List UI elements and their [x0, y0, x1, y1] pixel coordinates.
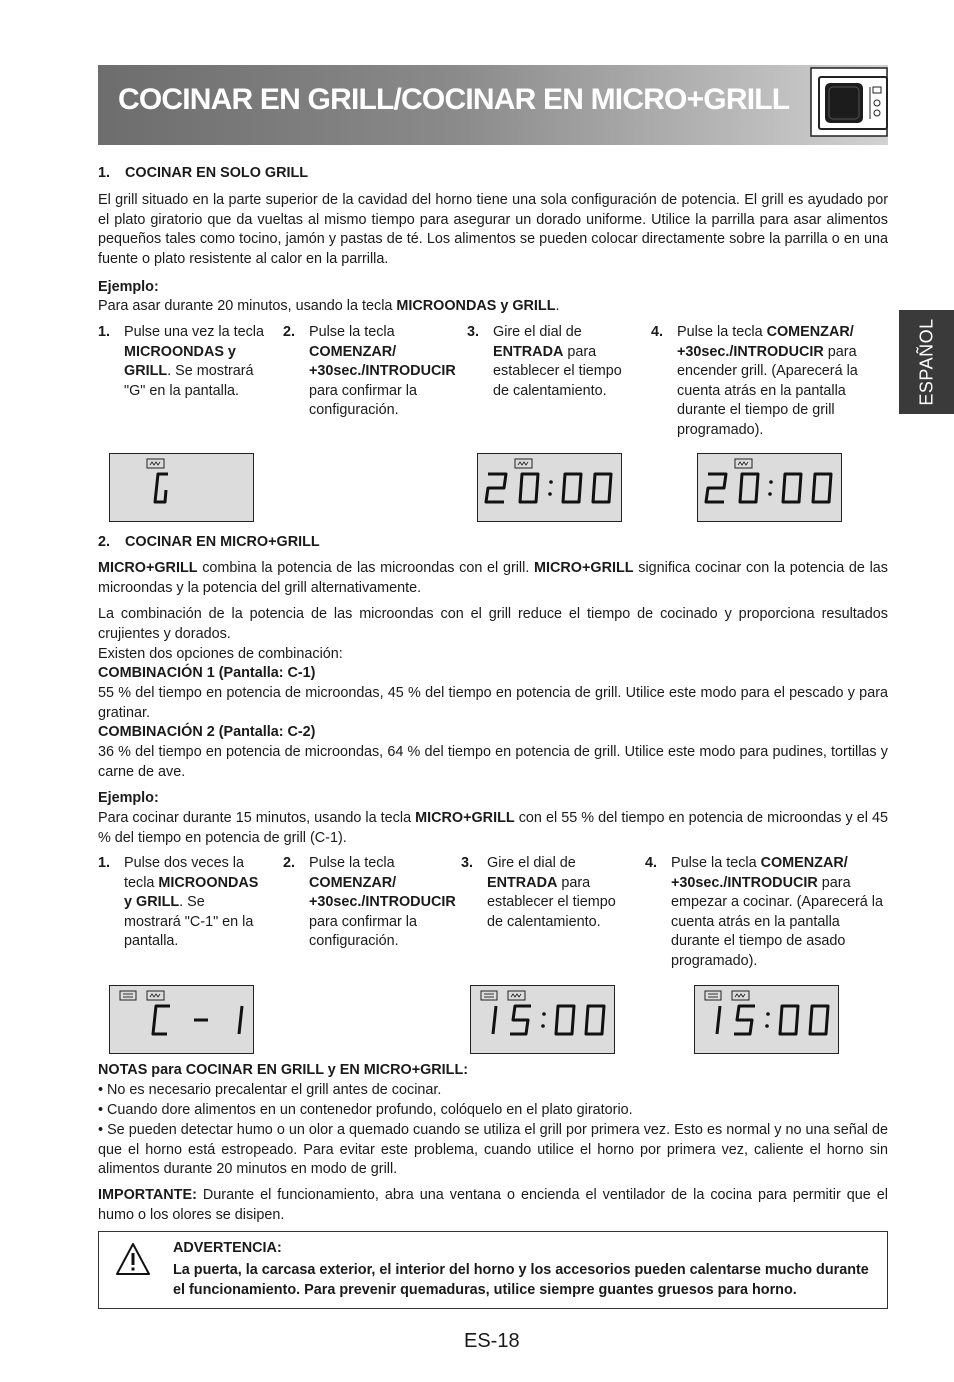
- language-tab-label: ESPAÑOL: [916, 318, 936, 406]
- warning-title: ADVERTENCIA:: [173, 1240, 282, 1256]
- step-text: Pulse una vez la tecla: [124, 324, 264, 340]
- section2-paragraph-1: [98, 559, 888, 598]
- step-text: Pulse la tecla: [309, 324, 395, 340]
- notes-title: NOTAS para COCINAR EN GRILL y EN MICRO+GRILL:: [98, 1062, 469, 1078]
- section2-example: [98, 809, 888, 848]
- section1-heading: [98, 165, 308, 181]
- step-text: Pulse dos veces la tecla: [124, 855, 244, 891]
- step-key: ENTRADA: [487, 874, 558, 891]
- section1-example: [98, 297, 888, 317]
- step-text: para confirmar la configuración.: [309, 913, 417, 949]
- lcd-display-15-00: [470, 985, 615, 1054]
- step-number: 1.: [98, 855, 111, 871]
- section1-title: COCINAR EN SOLO GRILL: [125, 165, 309, 181]
- step-number: 1.: [98, 324, 111, 340]
- paragraph-text: significa cocinar con la potencia de las microondas y la potencia del grill alternativamente.: [98, 560, 888, 596]
- section1-example-label: Ejemplo:: [98, 279, 159, 295]
- step-text: para establecer el tiempo de calentamiento.: [487, 874, 616, 930]
- grill-indicator-icon: [732, 991, 749, 1000]
- step-text: para confirmar la configuración.: [309, 382, 417, 418]
- step-text: Pulse la tecla: [309, 855, 395, 871]
- paragraph-text: combina la potencia de las microondas con el grill.: [197, 560, 535, 576]
- important-note: [98, 1186, 888, 1225]
- section1-example-text: Para asar durante 20 minutos, usando la tecla: [98, 298, 397, 314]
- notes-item-1: • No es necesario precalentar el grill antes de cocinar.: [98, 1082, 442, 1098]
- micro-indicator-icon: [481, 991, 497, 1000]
- combo2-title: COMBINACIÓN 2 (Pantalla: C-2): [98, 724, 316, 740]
- notes-item-2: • Cuando dore alimentos en un contenedor profundo, colóquelo en el plato giratorio.: [98, 1102, 633, 1118]
- header-banner: [98, 65, 888, 145]
- page-number: ES-18: [464, 1330, 520, 1352]
- lcd-display-20-00: [697, 453, 842, 522]
- step-text: Gire el dial de: [493, 324, 582, 340]
- step-text: . Se mostrará "C-1" en la pantalla.: [124, 894, 254, 949]
- section1-example-end: .: [555, 298, 560, 314]
- step-key: COMENZAR/ +30sec./INTRODUCIR: [671, 855, 848, 891]
- lcd-display-15-00: [694, 985, 839, 1054]
- step-key: COMENZAR/ +30sec./INTRODUCIR: [309, 874, 456, 910]
- section2-paragraph-2: La combinación de la potencia de las microondas con el grill reduce el tiempo de cocinado y proporciona resultados crujientes y dorados.: [98, 606, 888, 642]
- step-text: para encender grill. (Aparecerá la cuenta atrás en la pantalla durante el tiempo de grill programado).: [677, 343, 858, 438]
- notes-item-3: • Se pueden detectar humo o un olor a quemado cuando se utiliza el grill por primera vez. Esto es normal y no una señal de que el horno está estropeado. Para evitar este problema, cuando utilice el horno por primera vez, caliente el horno sin alimentos durante 20 minutos en modo de grill.: [98, 1122, 888, 1177]
- step-text: para establecer el tiempo de calentamiento.: [493, 343, 622, 399]
- step-number: 4.: [651, 324, 664, 340]
- lcd-display-c-1: [109, 985, 254, 1054]
- grill-indicator-icon: [147, 991, 164, 1000]
- key-label: MICRO+GRILL: [98, 560, 198, 576]
- example-text: con el 55 % del tiempo en potencia de microondas y el 45 % del tiempo en potencia de grill (C-1).: [98, 810, 888, 846]
- section2-example-label: Ejemplo:: [98, 790, 159, 806]
- grill-indicator-icon: [515, 459, 532, 468]
- step-key: COMENZAR/ +30sec./INTRODUCIR: [309, 343, 456, 379]
- combo1-title: COMBINACIÓN 1 (Pantalla: C-1): [98, 665, 316, 681]
- step-number: 4.: [645, 855, 658, 871]
- key-label: MICRO+GRILL: [534, 560, 634, 576]
- step-number: 3.: [461, 855, 474, 871]
- combo2-text: 36 % del tiempo en potencia de microondas, 64 % del tiempo en potencia de grill. Utilice este modo para pudines, tortillas y carne de ave.: [98, 744, 888, 780]
- page-title: COCINAR EN GRILL/COCINAR EN MICRO+GRILL: [118, 83, 790, 116]
- example-key: MICRO+GRILL: [415, 810, 515, 826]
- step-number: 3.: [467, 324, 480, 340]
- lcd-display-20-00: [477, 453, 622, 522]
- important-label: IMPORTANTE:: [98, 1187, 197, 1203]
- step-text: para empezar a cocinar. (Aparecerá la cuenta atrás en la pantalla durante el tiempo de asado programado).: [671, 874, 883, 969]
- step-text: Gire el dial de: [487, 855, 576, 871]
- section1-paragraph: El grill situado en la parte superior de la cavidad del horno tiene una sola configuración de potencia. El grill es ayudado por el plato giratorio que da vueltas al mismo tiempo para asegurar un dorado uniforme. Utilice la parrilla para asar alimentos pequeños tales como tocino, jamón y pastas de té. Los alimentos se pueden colocar directamente sobre la parrilla o en una fuente o plato resistente al calor en la parrilla.: [98, 192, 888, 267]
- micro-indicator-icon: [705, 991, 721, 1000]
- micro-indicator-icon: [120, 991, 136, 1000]
- grill-indicator-icon: [735, 459, 752, 468]
- step-key: MICROONDAS y GRILL: [124, 874, 259, 910]
- step-key: MICROONDAS y GRILL: [124, 343, 236, 379]
- warning-triangle-icon: [115, 1242, 151, 1276]
- section1-number: 1.: [98, 165, 111, 181]
- important-text: Durante el funcionamiento, abra una ventana o encienda el ventilador de la cocina para permitir que el humo o los olores se disipen.: [98, 1187, 888, 1223]
- step-key: COMENZAR/ +30sec./INTRODUCIR: [677, 324, 854, 360]
- step-number: 2.: [283, 324, 296, 340]
- section2-heading: [98, 534, 320, 550]
- step-key: ENTRADA: [493, 343, 564, 360]
- lcd-display-g: [109, 453, 254, 522]
- example-text: Para cocinar durante 15 minutos, usando la tecla: [98, 810, 416, 826]
- step-text: Pulse la tecla: [677, 324, 767, 340]
- warning-box: [98, 1231, 888, 1309]
- step-text: . Se mostrará "G" en la pantalla.: [124, 363, 254, 399]
- step-text: Pulse la tecla: [671, 855, 761, 871]
- section2-paragraph-3: Existen dos opciones de combinación:: [98, 646, 343, 662]
- language-tab: [899, 310, 954, 414]
- section1-example-key: MICROONDAS y GRILL: [396, 298, 556, 314]
- combo1-text: 55 % del tiempo en potencia de microondas, 45 % del tiempo en potencia de grill. Utilice este modo para el pescado y para gratinar.: [98, 685, 888, 721]
- section2-number: 2.: [98, 534, 111, 550]
- microwave-icon: [810, 67, 888, 137]
- grill-indicator-icon: [147, 459, 164, 468]
- step-number: 2.: [283, 855, 296, 871]
- grill-indicator-icon: [508, 991, 525, 1000]
- warning-text: La puerta, la carcasa exterior, el interior del horno y los accesorios pueden calentarse mucho durante el funcionamiento. Para prevenir quemaduras, utilice siempre guantes gruesos para horno.: [173, 1262, 869, 1298]
- section2-title: COCINAR EN MICRO+GRILL: [125, 534, 320, 550]
